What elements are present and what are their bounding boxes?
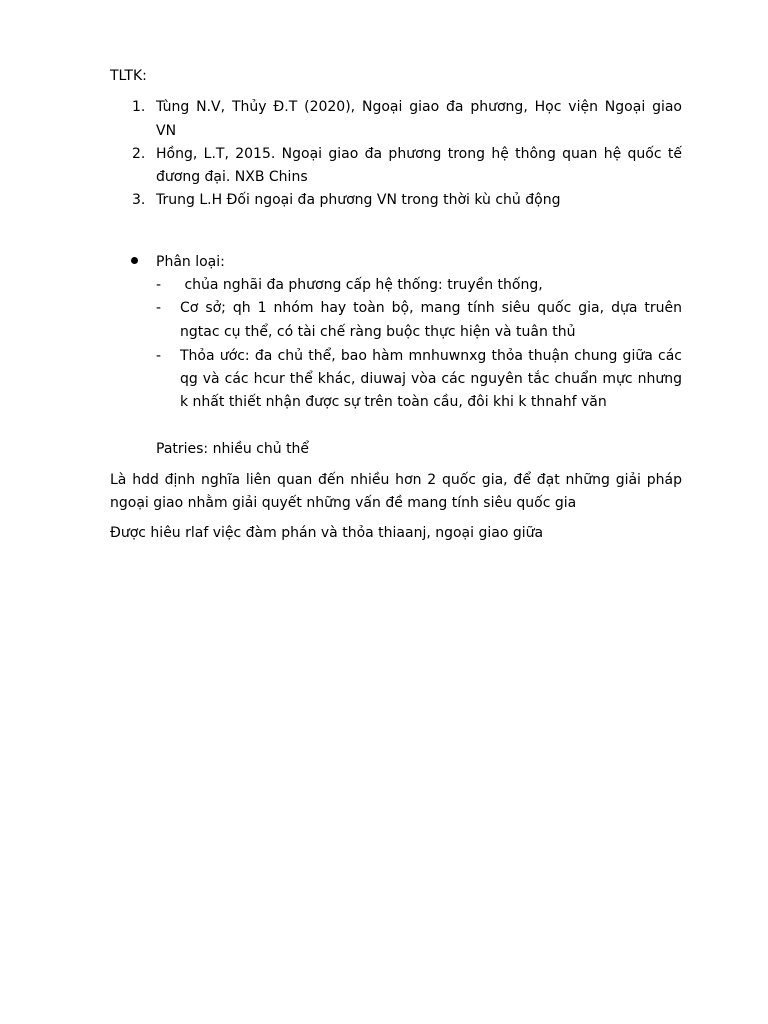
- reference-text-continued: đương đại. NXB Chins: [156, 169, 308, 185]
- classification-item-text-continued: ngtac cụ thể, có tài chế ràng buộc thực hiện và tuân thủ: [180, 324, 576, 340]
- reference-text-continued: VN: [156, 123, 177, 139]
- classification-label: Phân loại:: [156, 254, 225, 270]
- reference-text: Tùng N.V, Thủy Đ.T (2020), Ngoại giao đa phương, Học viện Ngoại giao: [156, 99, 682, 115]
- dash-marker: -: [156, 348, 162, 364]
- classification-item-text: Thỏa ước: đa chủ thể, bao hàm mnhuwnxg thỏa thuận chung giữa các: [180, 348, 682, 364]
- bullet-icon: [131, 257, 138, 264]
- references-heading: TLTK:: [110, 68, 147, 84]
- paragraph-text: Được hiêu rlaf việc đàm phán và thỏa thiaanj, ngoại giao giữa: [110, 525, 544, 541]
- paragraph-text: Là hdd định nghĩa liên quan đến nhiều hơn 2 quốc gia, để đạt những giải pháp: [110, 472, 682, 488]
- paragraph-text-continued: ngoại giao nhằm giải quyết những vấn đề mang tính siêu quốc gia: [110, 495, 577, 511]
- reference-number: 2.: [132, 146, 146, 162]
- patries-line: Patries: nhiều chủ thể: [156, 441, 310, 457]
- classification-item-text: Cơ sở; qh 1 nhóm hay toàn bộ, mang tính siêu quốc gia, dựa truên: [180, 300, 682, 316]
- classification-item-text: chủa nghãi đa phương cấp hệ thống: truyền thống,: [180, 277, 543, 293]
- dash-marker: -: [156, 277, 162, 293]
- reference-number: 3.: [132, 192, 146, 208]
- classification-item-text-continued: qg và các hcur thể khác, diuwaj vòa các nguyên tắc chuẩn mực nhưng: [180, 371, 682, 387]
- dash-marker: -: [156, 300, 162, 316]
- reference-text: Hồng, L.T, 2015. Ngoại giao đa phương trong hệ thông quan hệ quốc tế: [156, 146, 682, 162]
- classification-item-text-continued: k nhất thiết nhận được sự trên toàn cầu, đôi khi k thnahf văn: [180, 394, 607, 410]
- reference-text: Trung L.H Đối ngoại đa phương VN trong thời kù chủ động: [156, 192, 561, 208]
- reference-number: 1.: [132, 99, 146, 115]
